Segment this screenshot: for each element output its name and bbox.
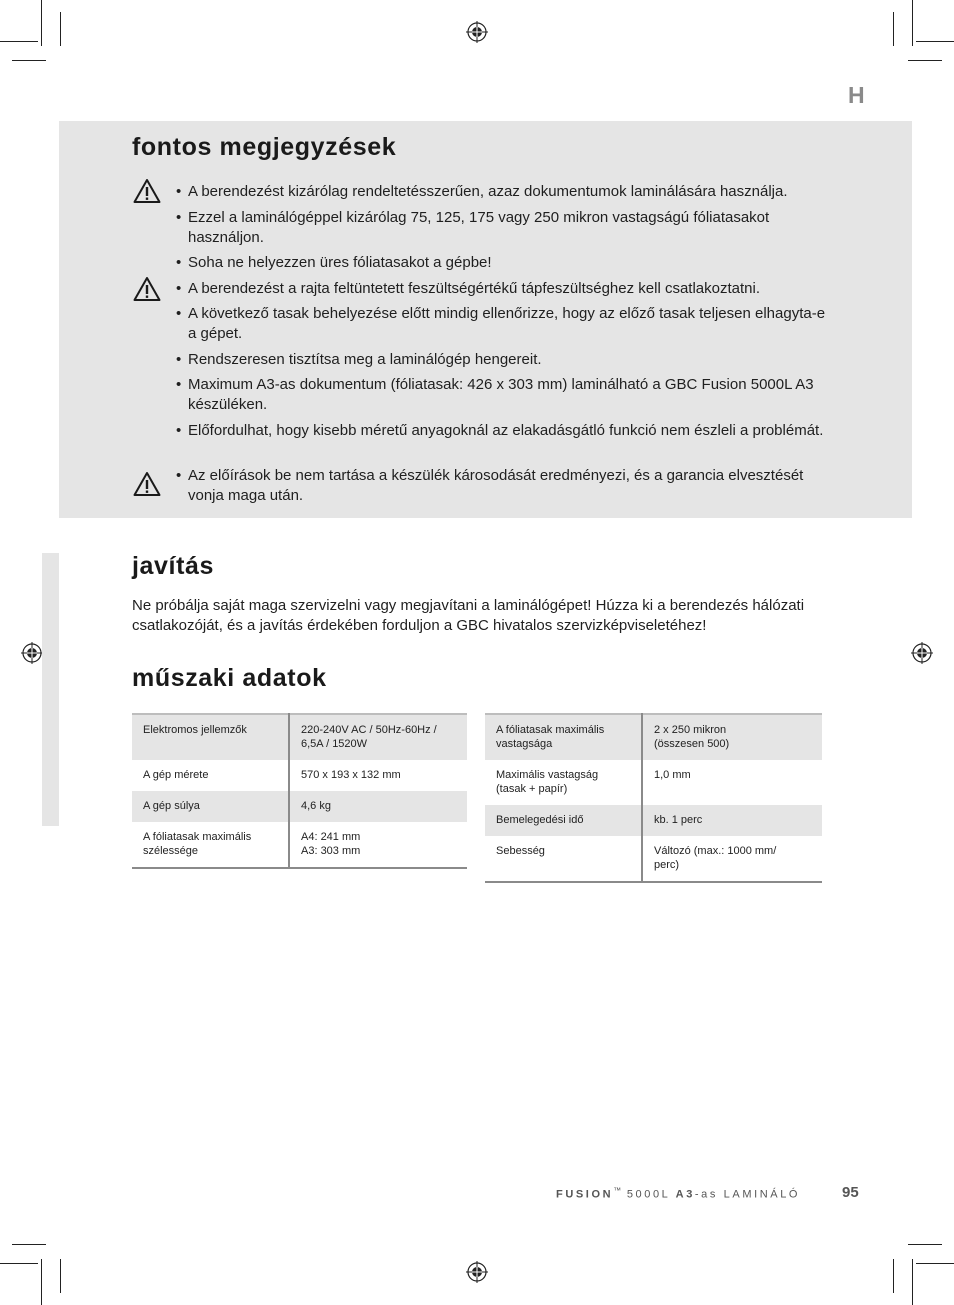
crop-mark [12, 60, 46, 61]
note-item-text: Rendszeresen tisztítsa meg a laminálógép hengereit. [188, 351, 542, 368]
warning-triangle-icon [133, 276, 161, 302]
spec-value: 2 x 250 mikron (összesen 500) [642, 714, 822, 760]
footer-product-name [556, 1186, 800, 1201]
note-item-text: Maximum A3-as dokumentum (fóliatasak: 426 x 303 mm) laminálható a GBC Fusion 5000L A3 készüléken. [188, 376, 814, 413]
table-row [485, 714, 822, 760]
crop-mark [0, 41, 38, 42]
note-item-text: Előfordulhat, hogy kisebb méretű anyagoknál az elakadásgátló funkció nem észleli a problémát. [188, 422, 824, 439]
note-item-text: Ezzel a laminálógéppel kizárólag 75, 125, 175 vagy 250 mikron vastagságú fóliatasakot használjon. [188, 209, 770, 246]
spec-label: A gép súlya [132, 791, 289, 822]
note-item-text: A berendezést a rajta feltüntetett feszültségértékű tápfeszültséghez kell csatlakoztatni. [188, 280, 760, 297]
page-number: 95 [842, 1184, 859, 1201]
crop-mark [41, 0, 42, 46]
note-item-text: A következő tasak behelyezése előtt mindig ellenőrizze, hogy az előző tasak teljesen elhagyta-e a gépet. [188, 305, 826, 342]
spec-label: Maximális vastagság (tasak + papír) [485, 760, 642, 805]
note-item: • Az előírások be nem tartása a készülék károsodását eredményezi, és a garancia elvesztését vonja maga után. [176, 466, 826, 506]
registration-mark-icon [911, 642, 933, 664]
footer-suffix: -as LAMINÁLÓ [694, 1188, 801, 1201]
spec-label: A gép mérete [132, 760, 289, 791]
spec-value: 4,6 kg [289, 791, 467, 822]
crop-mark [912, 0, 913, 46]
repair-heading: javítás [132, 552, 215, 580]
important-notes-heading: fontos megjegyzések [132, 133, 397, 161]
crop-mark [12, 1244, 46, 1245]
table-row [132, 822, 467, 868]
table-row [132, 760, 467, 791]
table-row [485, 760, 822, 805]
table-row [485, 836, 822, 882]
note-item: • A következő tasak behelyezése előtt mindig ellenőrizze, hogy az előző tasak teljesen elhagyta-e a gépet. [176, 305, 826, 342]
warning-triangle-icon [133, 178, 161, 204]
note-item: • Maximum A3-as dokumentum (fóliatasak: 426 x 303 mm) laminálható a GBC Fusion 5000L A3 készüléken. [176, 375, 826, 415]
crop-mark [41, 1259, 42, 1305]
registration-mark-icon [21, 642, 43, 664]
crop-mark [908, 60, 942, 61]
note-item: • A berendezést kizárólag rendeltetésszerűen, azaz dokumentumok laminálására használja. [176, 182, 826, 202]
spec-value: 1,0 mm [654, 769, 691, 781]
crop-mark [60, 12, 61, 46]
note-item: • Soha ne helyezzen üres fóliatasakot a gépbe! [176, 253, 826, 273]
note-item: • Előfordulhat, hogy kisebb méretű anyagoknál az elakadásgátló funkció nem észleli a problémát. [176, 421, 826, 441]
spec-label: Sebesség [485, 836, 642, 882]
crop-mark [916, 1263, 954, 1264]
table-row [485, 805, 822, 836]
crop-mark [916, 41, 954, 42]
spec-value: 220-240V AC / 50Hz-60Hz / 6,5A / 1520W [289, 714, 467, 760]
note-item: • Rendszeresen tisztítsa meg a laminálógép hengereit. [176, 350, 826, 370]
spec-label: A fóliatasak maximális vastagsága [485, 714, 642, 760]
spec-label: Bemelegedési idő [485, 805, 642, 836]
spec-value: 570 x 193 x 132 mm [301, 769, 401, 781]
crop-mark [912, 1259, 913, 1305]
spec-label: A fóliatasak maximális szélessége [132, 822, 289, 868]
crop-mark [908, 1244, 942, 1245]
language-tab-letter: H [848, 82, 865, 108]
side-margin-tab [42, 553, 59, 826]
spec-value: Változó (max.: 1000 mm/ perc) [654, 845, 777, 871]
repair-paragraph: Ne próbálja saját maga szervizelni vagy megjavítani a laminálógépet! Húzza ki a berendezés hálózati csatlakozóját, és a javítás érdekében forduljon a GBC hivatalos szervizképviseletéhez! [132, 597, 805, 634]
crop-mark [893, 1259, 894, 1293]
table-row [132, 791, 467, 822]
footer-model: 5000L [626, 1188, 670, 1201]
warning-triangle-icon [133, 471, 161, 497]
footer-brand: FUSION [556, 1188, 614, 1201]
spec-label: Elektromos jellemzők [132, 714, 289, 760]
spec-value: kb. 1 perc [642, 805, 822, 836]
note-item-text: Soha ne helyezzen üres fóliatasakot a gépbe! [188, 254, 492, 271]
note-item-text: Az előírások be nem tartása a készülék károsodását eredményezi, és a garancia elvesztését vonja maga után. [188, 467, 804, 504]
crop-mark [893, 12, 894, 46]
footer-trademark: ™ [613, 1186, 622, 1195]
specs-table-right [485, 713, 822, 883]
specs-table-left [132, 713, 467, 869]
table-row [132, 714, 467, 760]
spec-value: A4: 241 mm A3: 303 mm [301, 831, 361, 857]
registration-mark-icon [466, 1261, 488, 1283]
registration-mark-icon [466, 21, 488, 43]
crop-mark [60, 1259, 61, 1293]
footer-size: A3 [675, 1188, 695, 1201]
note-item: • A berendezést a rajta feltüntetett feszültségértékű tápfeszültséghez kell csatlakoztatni. [176, 279, 826, 299]
crop-mark [0, 1263, 38, 1264]
note-item-text: A berendezést kizárólag rendeltetésszerűen, azaz dokumentumok laminálására használja. [188, 183, 788, 200]
note-item: • Ezzel a laminálógéppel kizárólag 75, 125, 175 vagy 250 mikron vastagságú fóliatasakot használjon. [176, 208, 826, 248]
specs-heading: műszaki adatok [132, 664, 327, 692]
